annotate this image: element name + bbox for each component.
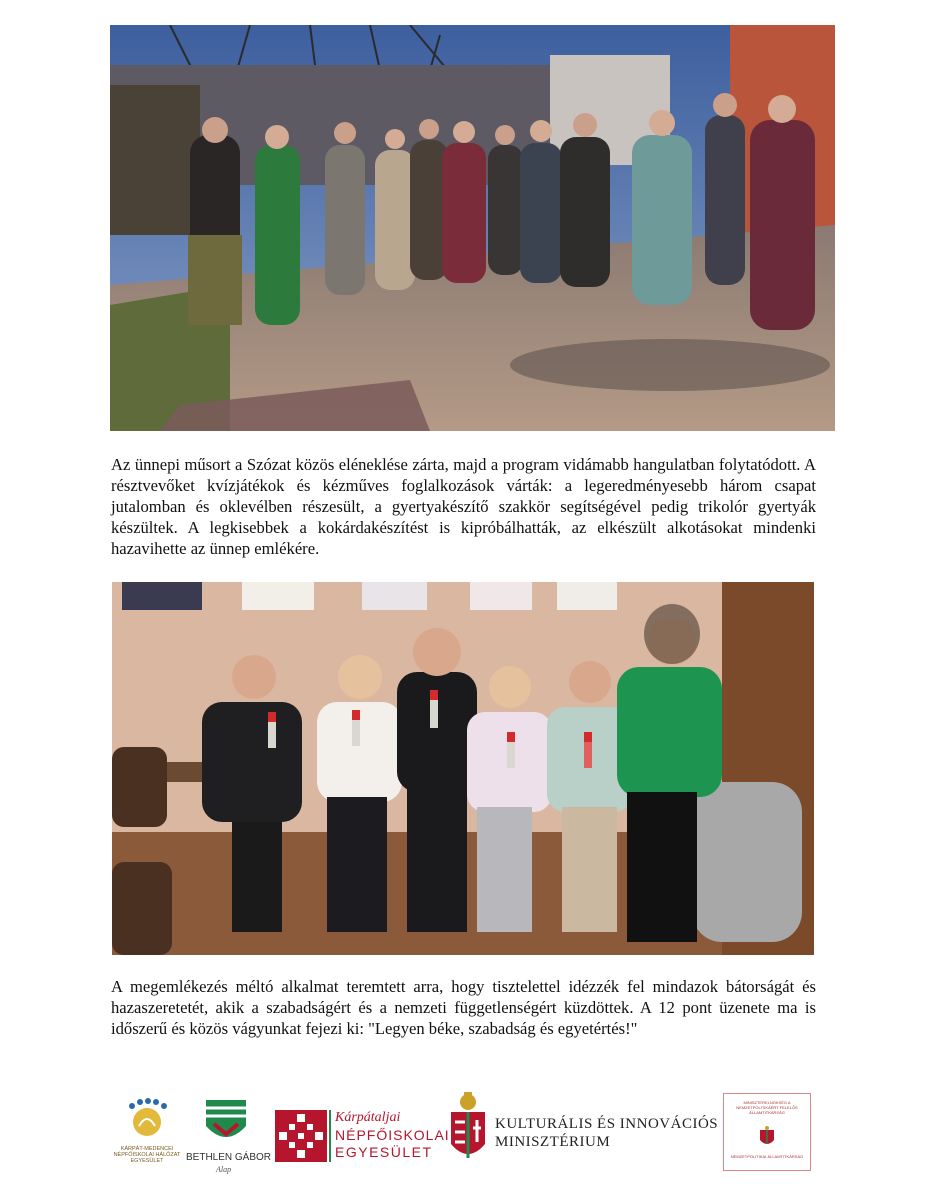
kmnh-logo-text: KÁRPÁT-MEDENCEI NÉPFŐISKOLAI HÁLÓZAT EGYESÜLET [113, 1146, 181, 1164]
karpataljai-nepfoiskolai-egyesulet-logo [275, 1110, 450, 1166]
kulturalis-innovacios-miniszterium-logo [447, 1092, 719, 1172]
sponsor-logos [112, 1088, 812, 1178]
paragraph-commemoration: A megemlékezés méltó alkalmat teremtett arra, hogy tisztelettel idézzék fel mindazok bátorságát és hazaszeretetét, akik a szabadságért és a nemzeti függetlenségért küzdöttek. A 12 pont üzenete ma is időszerű és közös vágyunkat fejezi ki: "Legyen béke, szabadság és egyetértés!" [111, 977, 816, 1038]
kim-line1: KULTURÁLIS ÉS INNOVÁCIÓS [495, 1116, 719, 1132]
bethlen-gabor-logo [184, 1094, 272, 1174]
bethlen-gabor-name: BETHLEN GÁBOR [186, 1152, 272, 1163]
kne-line2: NÉPFŐISKOLAI [335, 1127, 450, 1143]
kne-line3: EGYESÜLET [335, 1144, 433, 1160]
photo-children-candles [112, 582, 814, 955]
kim-line2: MINISZTÉRIUM [495, 1134, 611, 1150]
nemzetpolitikai-allamtitkarsag-logo [723, 1093, 811, 1171]
paragraph-program: Az ünnepi műsort a Szózat közös eléneklése zárta, majd a program vidámabb hangulatban folytatódott. A résztvevőket kvízjátékok és kézműves foglalkozások várták: a legeredményesebb három csapat jutalomban és oklevélben részesült, a gyertyakészítő szakkör segítségével pedig trikolór gyertyák készültek. A legkisebbek a kokárdakészítést is kipróbálhatták, az elkészült alkotásokat mindenki hazavihette az ünnep emlékére. [111, 455, 816, 558]
nka-top-text: MINISZTERELNÖKSÉG A NEMZETPOLITIKÁÉRT FELELŐS ÁLLAMTITKÁRSÁG [736, 1100, 798, 1115]
bethlen-gabor-sub: Alap [216, 1165, 232, 1174]
photo-outdoor-gathering [110, 25, 835, 431]
nka-bottom-text: NEMZETPOLITIKAI ÁLLAMTITKÁRSÁG [730, 1154, 804, 1159]
kne-line1: Kárpátaljai [335, 1110, 401, 1125]
kmnh-logo [112, 1096, 182, 1166]
